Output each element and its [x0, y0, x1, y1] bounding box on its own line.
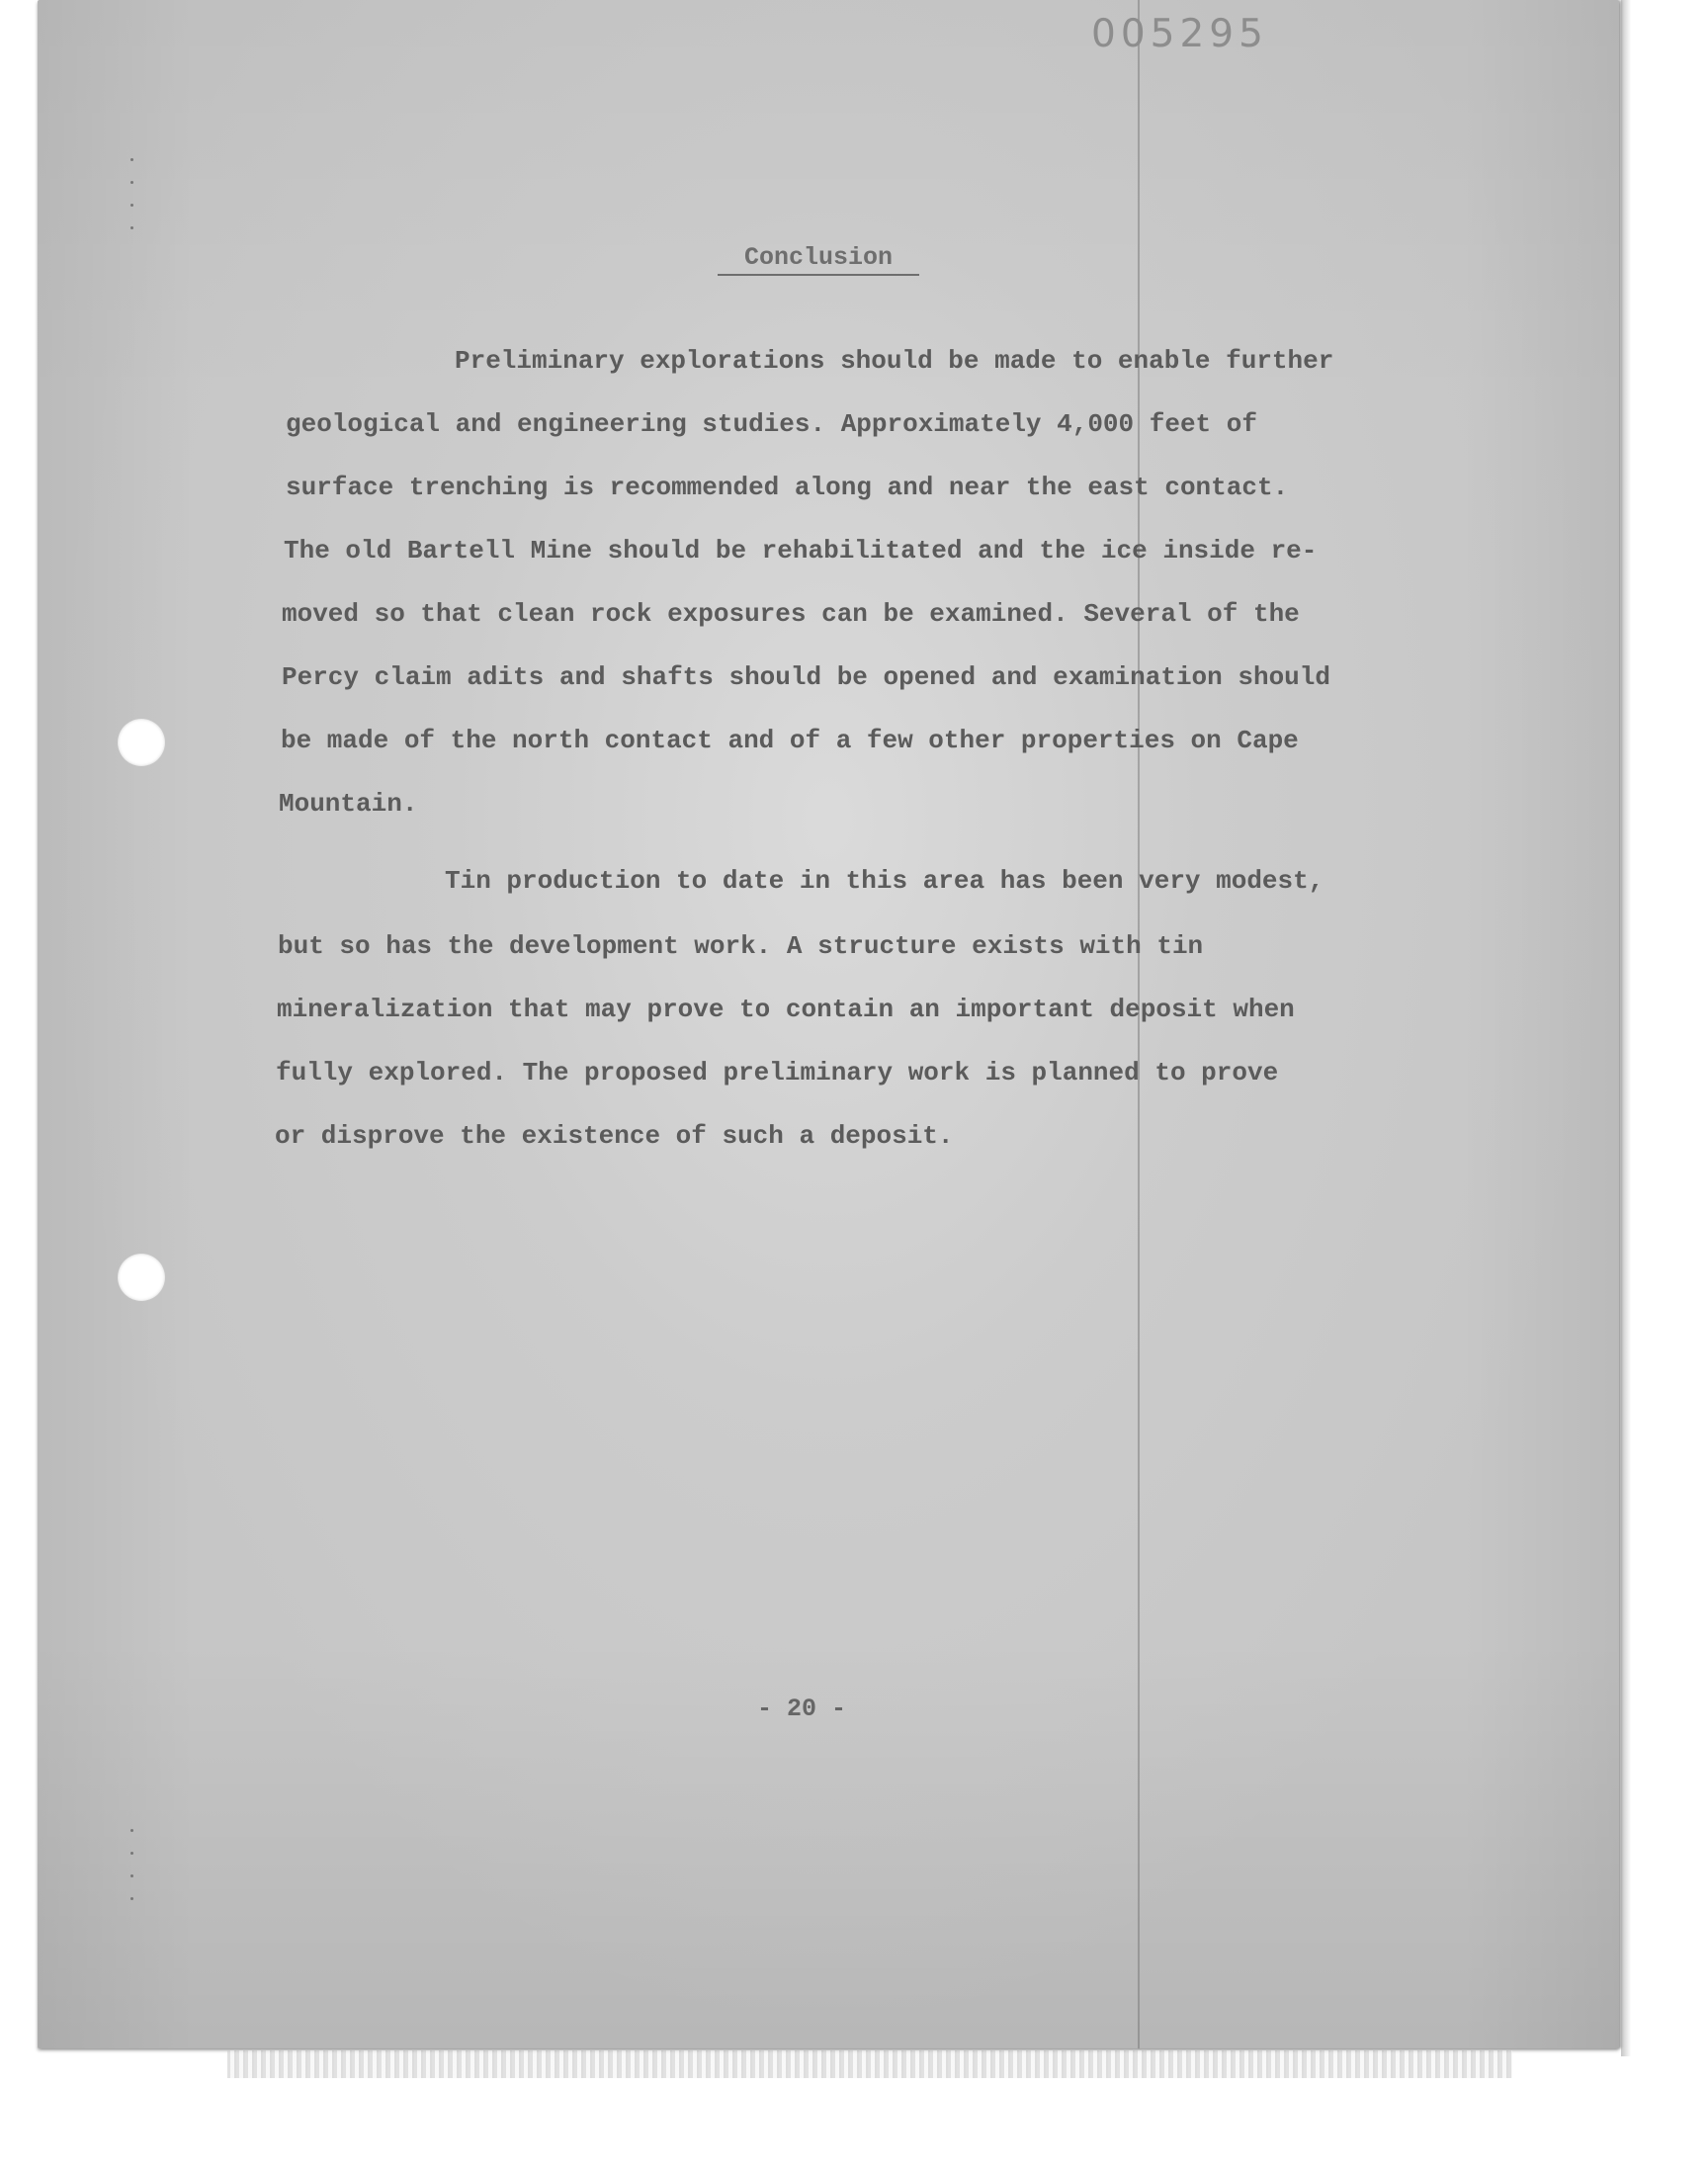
paragraph1-line: Preliminary explorations should be made to enable further — [455, 346, 1334, 376]
section-heading: Conclusion — [718, 243, 919, 276]
paragraph2-line: but so has the development work. A structure exists with tin — [278, 931, 1204, 961]
paragraph2-line: mineralization that may prove to contain an important deposit when — [277, 995, 1295, 1024]
page-number: - 20 - — [757, 1695, 847, 1723]
paragraph1-line: Percy claim adits and shafts should be opened and examination should — [282, 662, 1330, 692]
fold-line — [1138, 0, 1140, 2048]
paragraph2-line: or disprove the existence of such a deposit. — [275, 1121, 954, 1151]
paragraph1-line: be made of the north contact and of a few other properties on Cape — [281, 726, 1299, 755]
paragraph1-line: surface trenching is recommended along and near the east contact. — [286, 473, 1289, 502]
paragraph1-line: Mountain. — [279, 789, 418, 819]
paragraph2-line: Tin production to date in this area has been very modest, — [445, 866, 1324, 896]
paragraph1-line: moved so that clean rock exposures can be examined. Several of the — [282, 599, 1300, 629]
document-page — [38, 0, 1619, 2048]
page-edge-shadow — [1621, 0, 1631, 2056]
margin-specks-top — [130, 158, 136, 249]
scan-edge-strip — [227, 2050, 1512, 2078]
paragraph1-line: geological and engineering studies. Approximately 4,000 feet of — [286, 409, 1257, 439]
margin-specks-bottom — [130, 1829, 136, 1920]
punch-hole-upper — [118, 719, 165, 766]
paragraph1-line: The old Bartell Mine should be rehabilitated and the ice inside re- — [284, 536, 1318, 566]
document-number: 005295 — [1091, 12, 1268, 56]
punch-hole-lower — [118, 1254, 165, 1301]
paragraph2-line: fully explored. The proposed preliminary work is planned to prove — [276, 1058, 1279, 1088]
